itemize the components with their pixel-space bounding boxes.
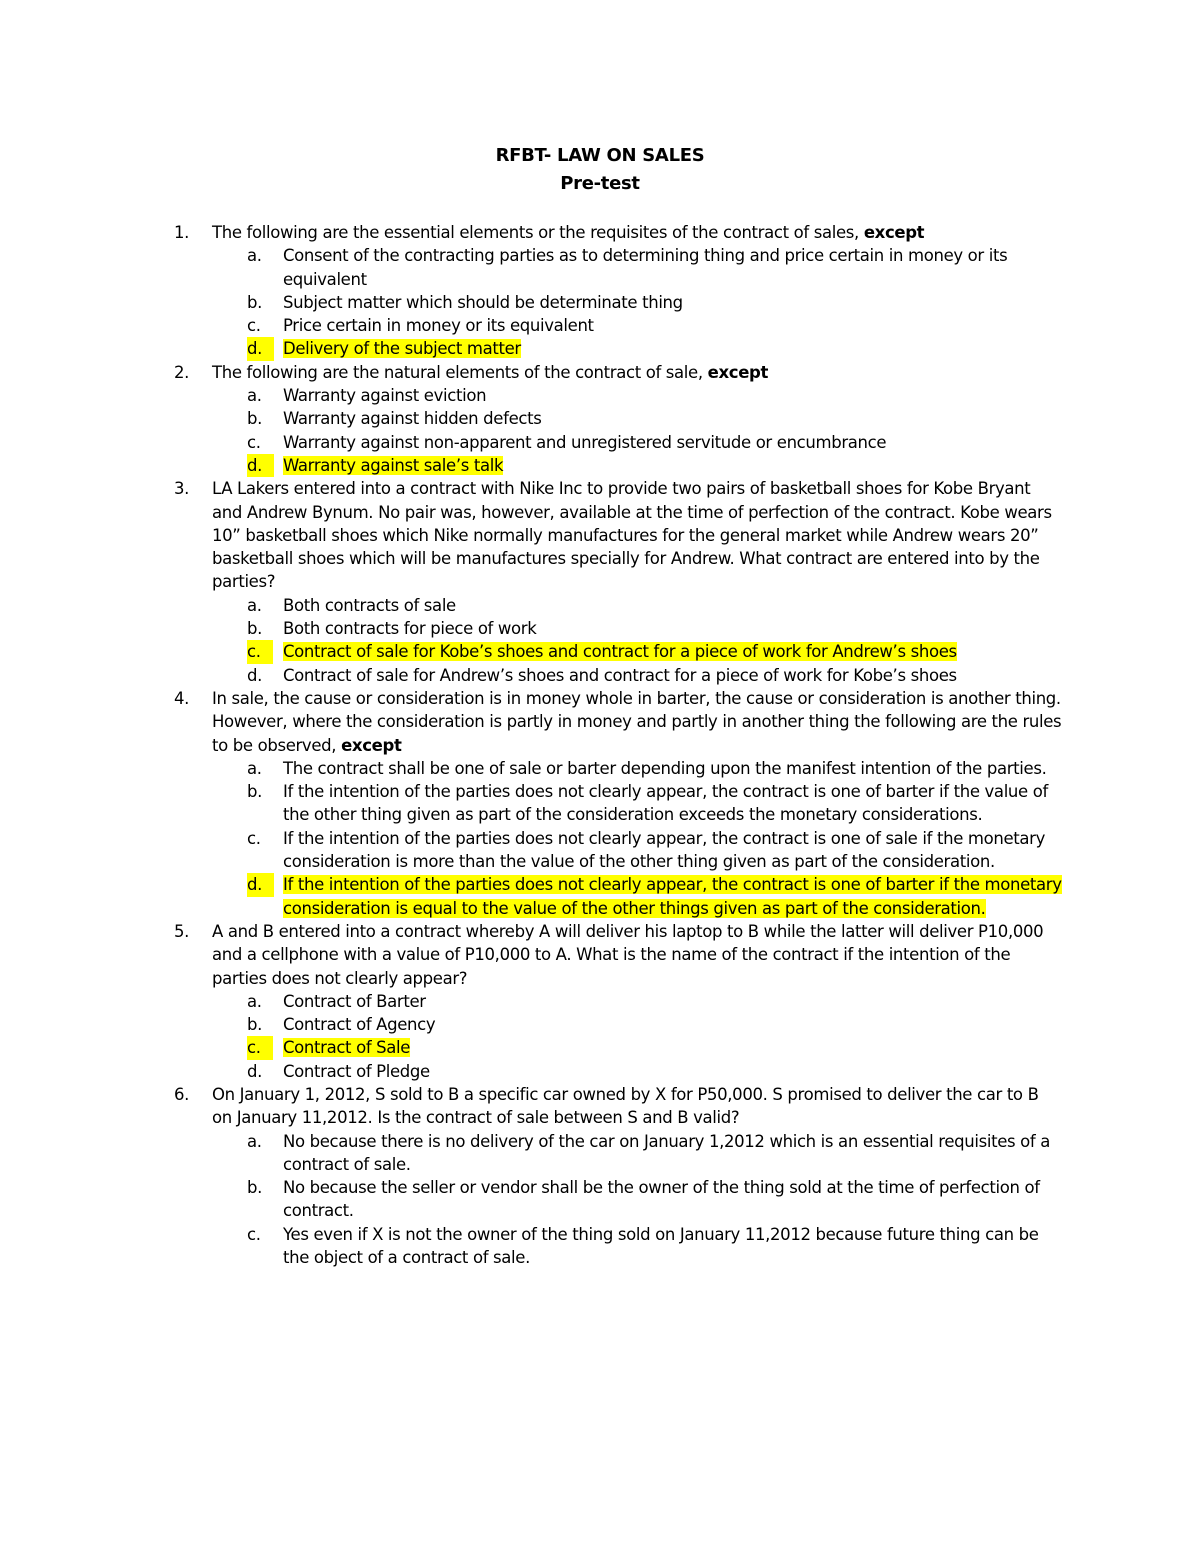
document-subtitle: Pre-test	[560, 173, 640, 194]
option-letter: d.	[247, 665, 263, 685]
question-emphasis: except	[863, 223, 925, 242]
option-letter: b.	[247, 1015, 263, 1035]
option-letter: c.	[247, 1224, 261, 1244]
option-text-highlighted: Contract of sale for Kobe’s shoes and contract for a piece of work for Andrew’s shoes	[283, 642, 957, 662]
question-text: The following are the natural elements of the contract of sale,	[212, 362, 703, 382]
option-text: Both contracts of sale	[283, 595, 456, 615]
option-item	[247, 1130, 1062, 1177]
option-letter: b.	[247, 409, 263, 429]
option-item-answer	[247, 873, 1062, 920]
question-emphasis: except	[707, 362, 769, 382]
option-text: If the intention of the parties does not clearly appear, the contract is one of barter if the value of the other thing given as part of the consideration exceeds the monetary considerations.	[283, 782, 1048, 825]
option-item	[247, 664, 1062, 687]
question-number: 2.	[174, 362, 190, 382]
option-item	[247, 1223, 1062, 1270]
option-item	[247, 594, 1062, 617]
option-item	[247, 780, 1062, 827]
option-text: Both contracts for piece of work	[283, 619, 537, 639]
question-list	[174, 221, 1062, 1269]
option-text-highlighted: Delivery of the subject matter	[283, 339, 521, 359]
option-letter: c.	[247, 432, 261, 452]
option-text: Consent of the contracting parties as to determining thing and price certain in money or its equivalent	[283, 246, 1008, 289]
option-letter: c.	[247, 1036, 273, 1059]
option-item	[247, 244, 1062, 291]
option-list	[212, 594, 1062, 687]
question-number: 1.	[174, 223, 190, 242]
option-text: Warranty against hidden defects	[283, 409, 542, 429]
option-text: Contract of Barter	[283, 991, 426, 1011]
option-item-answer	[247, 1036, 1062, 1059]
option-item-answer	[247, 337, 1062, 360]
option-item	[247, 1176, 1062, 1223]
question-item	[174, 920, 1062, 1083]
option-text: Warranty against non-apparent and unregistered servitude or encumbrance	[283, 432, 887, 452]
option-letter: c.	[247, 316, 261, 336]
option-text-highlighted: Contract of Sale	[283, 1038, 411, 1058]
option-list	[212, 244, 1062, 360]
option-text-highlighted: If the intention of the parties does not clearly appear, the contract is one of barter if the monetary consideration is equal to the value of the other things given as part of the consideration.	[283, 875, 1062, 918]
option-text: Warranty against eviction	[283, 386, 487, 406]
document-title: RFBT- LAW ON SALES	[495, 145, 705, 166]
option-text: Contract of sale for Andrew’s shoes and contract for a piece of work for Kobe’s shoes	[283, 665, 957, 685]
option-list	[212, 1130, 1062, 1270]
question-item	[174, 221, 1062, 361]
question-number: 5.	[174, 921, 190, 941]
question-text: In sale, the cause or consideration is in money whole in barter, the cause or consideration is another thing. However, where the consideration is partly in money and partly in another thing the following are the rules to be observed,	[212, 688, 1062, 755]
question-text: A and B entered into a contract whereby A will deliver his laptop to B while the latter will deliver P10,000 and a cellphone with a value of P10,000 to A. What is the name of the contract if the intention of the parties does not clearly appear?	[212, 921, 1044, 988]
option-item-answer	[247, 640, 1062, 663]
option-text-highlighted: Warranty against sale’s talk	[283, 455, 504, 475]
option-letter: a.	[247, 595, 262, 615]
option-item	[247, 1013, 1062, 1036]
question-text: The following are the essential elements or the requisites of the contract of sales,	[212, 223, 859, 242]
option-item	[247, 990, 1062, 1013]
question-item	[174, 361, 1062, 477]
option-item	[247, 617, 1062, 640]
option-text: No because there is no delivery of the car on January 1,2012 which is an essential requisites of a contract of sale.	[283, 1131, 1051, 1174]
option-list	[212, 384, 1062, 477]
option-item	[247, 431, 1062, 454]
option-text: Subject matter which should be determinate thing	[283, 292, 683, 312]
option-letter: b.	[247, 782, 263, 802]
option-text: Contract of Pledge	[283, 1061, 430, 1081]
option-text: If the intention of the parties does not clearly appear, the contract is one of sale if the monetary consideration is more than the value of the other thing given as part of the consideration.	[283, 828, 1045, 872]
option-letter: b.	[247, 619, 263, 639]
option-item-answer	[247, 454, 1062, 477]
option-item	[247, 384, 1062, 407]
question-number: 6.	[174, 1084, 190, 1104]
option-letter: a.	[247, 758, 262, 778]
option-item	[247, 827, 1062, 874]
option-letter: d.	[247, 873, 274, 896]
option-letter: a.	[247, 991, 262, 1011]
option-list	[212, 757, 1062, 920]
option-letter: d.	[247, 337, 274, 360]
option-letter: a.	[247, 1131, 262, 1151]
question-number: 4.	[174, 688, 190, 708]
question-emphasis: except	[341, 735, 402, 755]
question-item	[174, 1083, 1062, 1269]
option-text: Contract of Agency	[283, 1015, 436, 1035]
question-number: 3.	[174, 479, 190, 499]
option-item	[247, 407, 1062, 430]
option-text: The contract shall be one of sale or barter depending upon the manifest intention of the parties.	[283, 758, 1047, 778]
option-letter: b.	[247, 292, 263, 312]
option-letter: a.	[247, 386, 262, 406]
option-item	[247, 1060, 1062, 1083]
question-text: On January 1, 2012, S sold to B a specific car owned by X for P50,000. S promised to deliver the car to B on January 11,2012. Is the contract of sale between S and B valid?	[212, 1084, 1039, 1128]
option-list	[212, 990, 1062, 1083]
question-item	[174, 687, 1062, 920]
option-letter: d.	[247, 454, 274, 477]
option-text: Yes even if X is not the owner of the thing sold on January 11,2012 because future thing can be the object of a contract of sale.	[283, 1224, 1039, 1268]
option-item	[247, 757, 1062, 780]
question-text: LA Lakers entered into a contract with Nike Inc to provide two pairs of basketball shoes for Kobe Bryant and Andrew Bynum. No pair was, however, available at the time of perfection of the contract. Kobe wears 10” basketball shoes which Nike normally manufactures for the general market while Andrew wears 20” basketball shoes which will be manufactures specially for Andrew. What contract are entered into by the parties?	[212, 479, 1052, 592]
option-letter: a.	[247, 246, 262, 266]
option-text: Price certain in money or its equivalent	[283, 316, 594, 336]
option-letter: c.	[247, 640, 273, 663]
question-item	[174, 477, 1062, 687]
option-letter: d.	[247, 1061, 263, 1081]
option-item	[247, 291, 1062, 314]
option-letter: c.	[247, 828, 261, 848]
option-letter: b.	[247, 1178, 263, 1198]
option-text: No because the seller or vendor shall be the owner of the thing sold at the time of perfection of contract.	[283, 1178, 1040, 1221]
option-item	[247, 314, 1062, 337]
